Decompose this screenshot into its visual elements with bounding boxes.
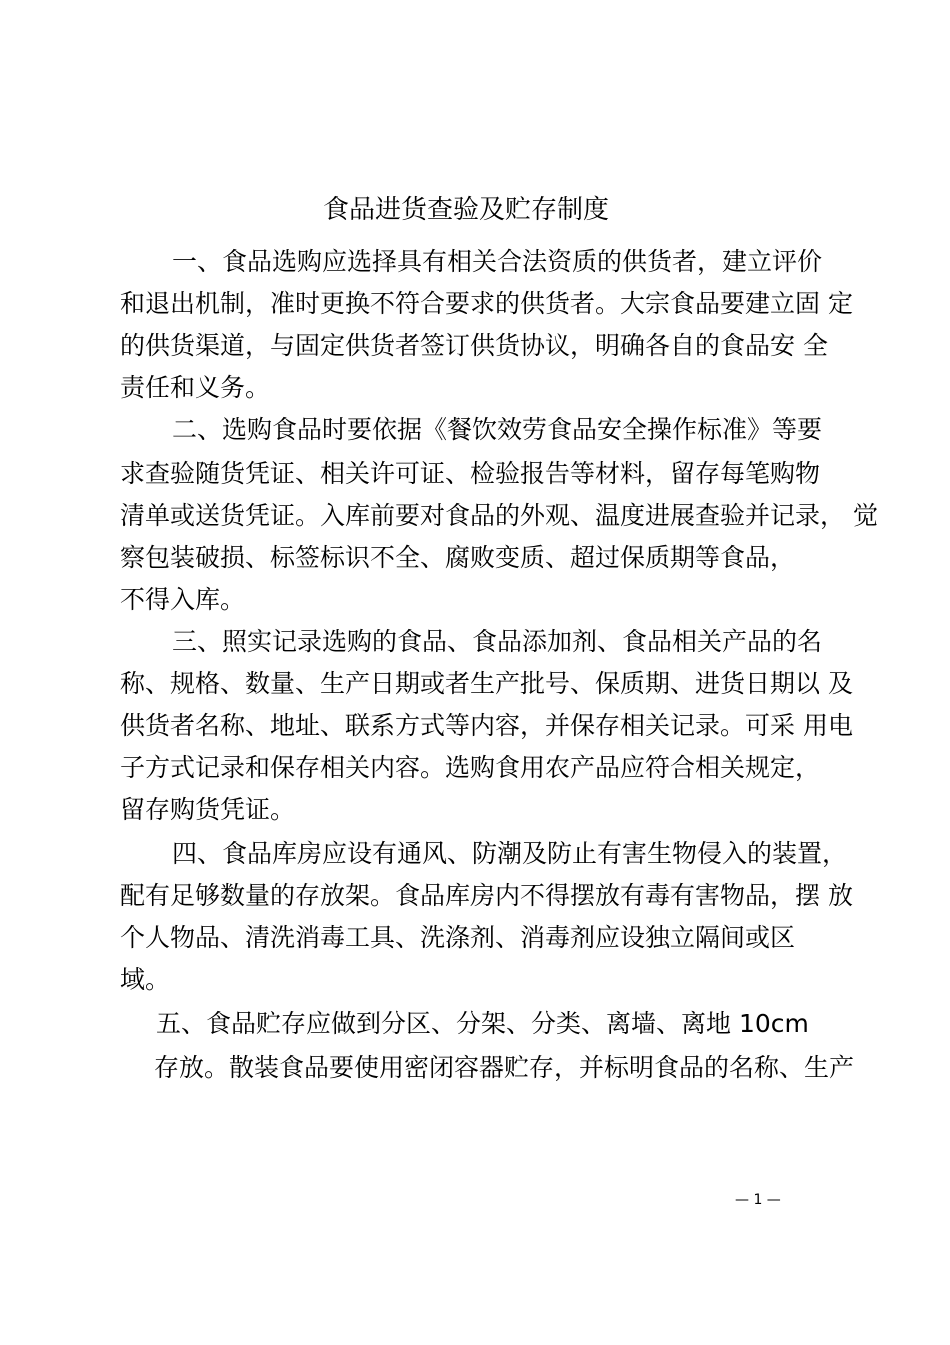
paragraph-1-line-1: 一、食品选购应选择具有相关合法资质的供货者，建立评价 [172,247,823,276]
paragraph-4-line-2: 配有足够数量的存放架。食品库房内不得摆放有毒有害物品，摆 放 [120,881,853,910]
paragraph-5-line-2: 存放。散装食品要使用密闭容器贮存，并标明食品的名称、生产 [154,1053,855,1082]
paragraph-2-line-4: 察包装破损、标签标识不全、腐败变质、超过保质期等食品， [120,543,796,572]
paragraph-4-line-4: 域。 [120,965,171,994]
page-number: — 1 — [735,1192,781,1208]
paragraph-3-line-4: 子方式记录和保存相关内容。选购食用农产品应符合相关规定， [120,753,821,782]
paragraph-2-line-1: 二、选购食品时要依据《餐饮效劳食品安全操作标准》等要 [172,415,823,444]
paragraph-5-line-1: 五、食品贮存应做到分区、分架、分类、离墙、离地 10cm [156,1009,809,1038]
page-title: 食品进货查验及贮存制度 [322,195,609,225]
paragraph-1-line-2: 和退出机制，准时更换不符合要求的供货者。大宗食品要建立固 定 [120,289,853,318]
paragraph-3-line-1: 三、照实记录选购的食品、食品添加剂、食品相关产品的名 [172,627,823,656]
paragraph-3-line-5: 留存购货凭证。 [120,795,296,824]
paragraph-3-line-2: 称、规格、数量、生产日期或者生产批号、保质期、进货日期以 及 [120,669,853,698]
paragraph-2-line-3: 清单或送货凭证。入库前要对食品的外观、温度进展查验并记录， 觉 [120,501,878,530]
paragraph-3-line-3: 供货者名称、地址、联系方式等内容，并保存相关记录。可采 用电 [120,711,853,740]
paragraph-2-line-5: 不得入库。 [120,585,246,614]
paragraph-1-line-4: 责任和义务。 [120,373,271,402]
paragraph-1-line-3: 的供货渠道，与固定供货者签订供货协议，明确各自的食品安 全 [120,331,828,360]
paragraph-2-line-2: 求查验随货凭证、相关许可证、检验报告等材料，留存每笔购物 [120,459,821,488]
paragraph-4-line-3: 个人物品、清洗消毒工具、洗涤剂、消毒剂应设独立隔间或区 [120,923,796,952]
paragraph-4-line-1: 四、食品库房应设有通风、防潮及防止有害生物侵入的装置， [172,839,848,868]
